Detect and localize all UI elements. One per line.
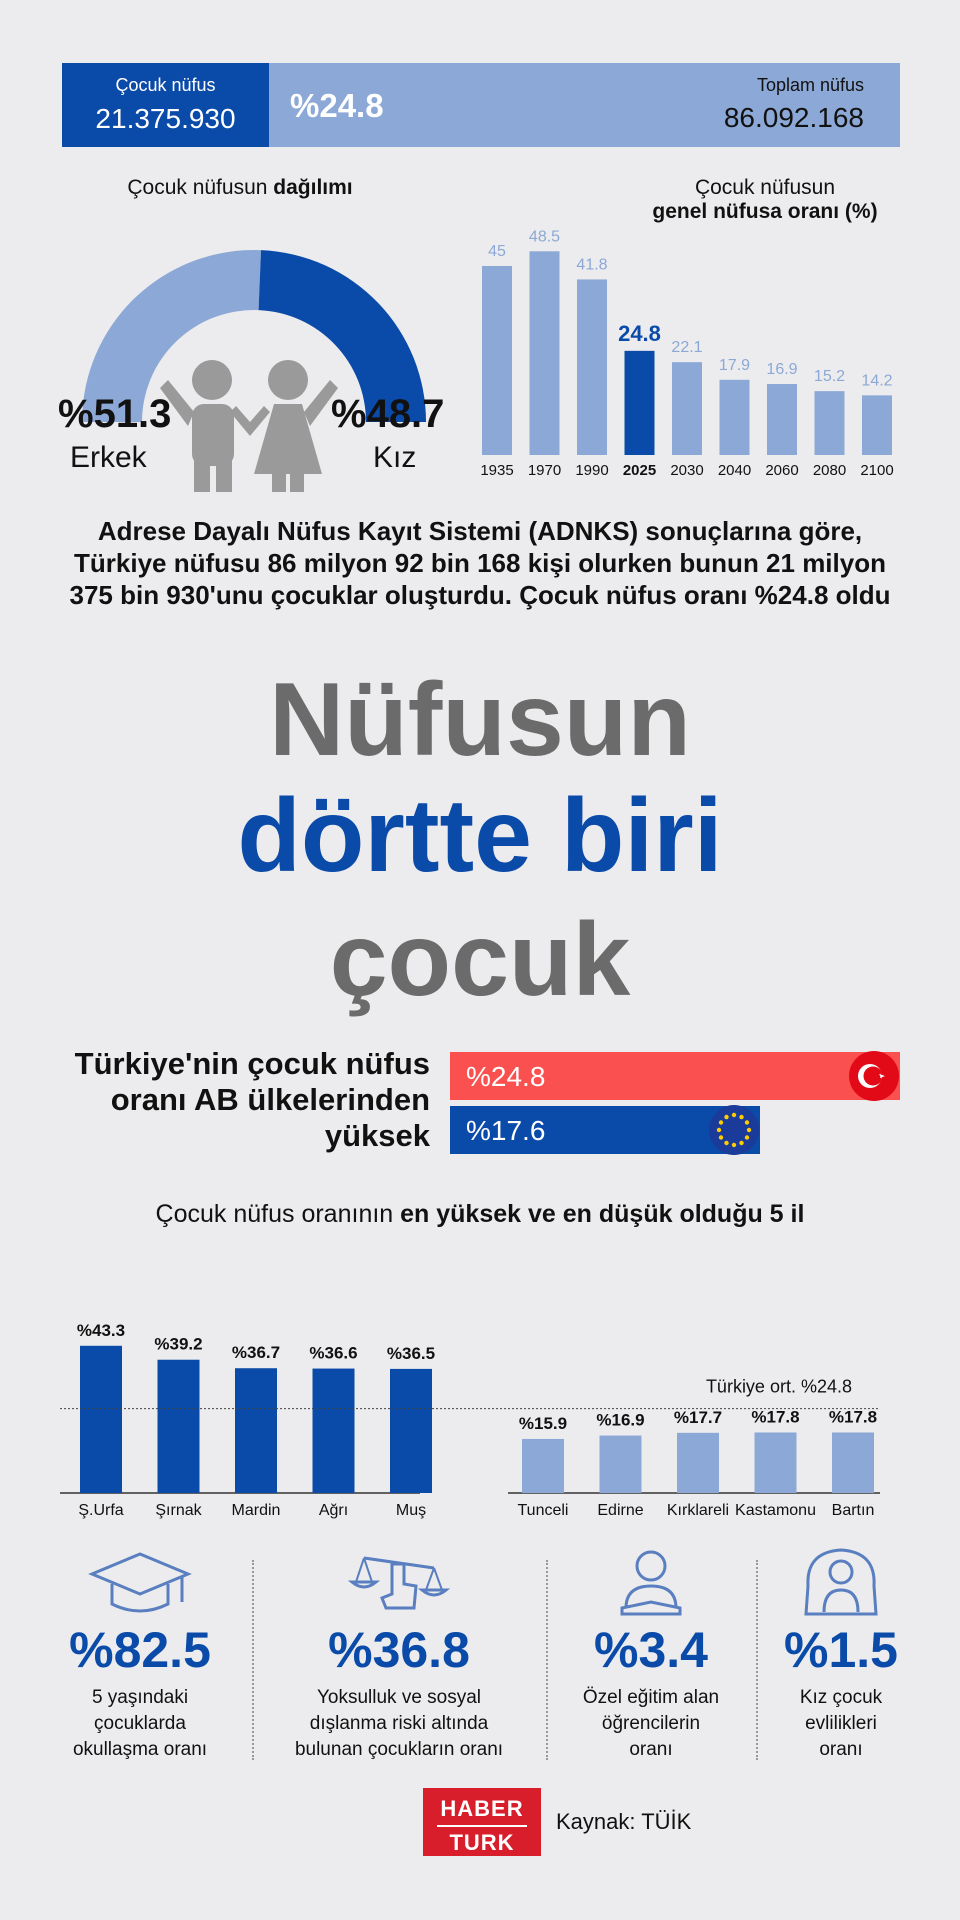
province-value-label: %36.5	[386, 1343, 436, 1363]
ratio-bar	[767, 384, 797, 455]
ratio-bar-label: 45	[488, 243, 506, 260]
ratio-bar	[720, 380, 750, 455]
stat-poverty-desc	[264, 1685, 534, 1763]
province-value-label: %17.8	[751, 1407, 800, 1427]
child-share-value: %24.8	[290, 87, 384, 124]
stat-child-marriage-desc-line: oranı	[819, 1739, 863, 1760]
logo-line1: HABER	[440, 1796, 524, 1821]
province-bar	[600, 1436, 642, 1493]
stat-child-marriage-desc-line: Kız çocuk	[799, 1687, 883, 1708]
province-value-label: %17.7	[673, 1407, 723, 1427]
eu-ratio-bar	[450, 1106, 760, 1154]
province-name-label: Mardin	[231, 1502, 281, 1519]
province-value-label: %36.7	[231, 1343, 281, 1363]
ratio-bar	[482, 266, 512, 455]
reading-student-icon	[556, 1546, 746, 1616]
ratio-chart-title	[580, 176, 950, 224]
distribution-title	[90, 176, 390, 200]
province-name-label: Bartın	[831, 1502, 875, 1519]
province-bar	[390, 1369, 432, 1493]
children-figure-icon	[160, 360, 338, 492]
child-population-value: 21.375.930	[95, 103, 236, 134]
province-bar	[158, 1360, 200, 1493]
ratio-bar-label: 14.2	[861, 372, 893, 390]
ratio-tick-label: 2040	[717, 462, 752, 479]
child-population-label: Çocuk nüfus	[115, 75, 216, 95]
logo-line2: TURK	[449, 1830, 515, 1855]
headline-line2: dörtte biri	[237, 778, 723, 894]
province-name-label: Kastamonu	[735, 1502, 816, 1519]
total-population-value: 86.092.168	[723, 102, 864, 133]
male-label: Erkek	[70, 441, 147, 474]
distribution-title-bold: dağılımı	[273, 176, 353, 199]
stat-special-education-desc-line: oranı	[629, 1739, 673, 1760]
ratio-bar-label: 48.5	[528, 228, 561, 246]
ratio-bar-label: 17.9	[718, 356, 751, 374]
ratio-bar-label: 41.8	[576, 256, 608, 274]
province-bar	[677, 1433, 719, 1493]
province-name-label: Edirne	[597, 1502, 644, 1519]
ratio-bar-label: 24.8	[618, 320, 661, 346]
female-percentage: %48.7	[331, 392, 445, 436]
male-percentage: %51.3	[58, 392, 172, 436]
ratio-tick-label: 2100	[860, 462, 894, 479]
stat-child-marriage-desc	[766, 1685, 916, 1763]
headline-line1: Nüfusun	[269, 662, 691, 778]
province-name-label: Tunceli	[517, 1502, 569, 1519]
eu-flag-icon	[708, 1104, 760, 1156]
stat-schooling	[40, 1546, 240, 1763]
province-bar	[755, 1432, 797, 1493]
provinces-title-plain: Çocuk nüfus oranının	[155, 1200, 401, 1228]
turkey-ratio-value: %24.8	[466, 1061, 546, 1092]
stat-schooling-desc-line: okullaşma oranı	[72, 1739, 208, 1760]
ratio-chart-title-line2: genel nüfusa oranı (%)	[652, 200, 878, 223]
province-name-label: Kırklareli	[666, 1502, 730, 1519]
stat-poverty-desc-line: Yoksulluk ve sosyal	[316, 1687, 482, 1708]
summary-bar	[62, 63, 900, 147]
stat-schooling-desc-line: 5 yaşındaki	[91, 1687, 189, 1708]
province-bar	[235, 1368, 277, 1493]
ratio-bar-label: 16.9	[766, 361, 798, 379]
child-population-box	[62, 63, 269, 147]
stat-special-education-desc-line: Özel eğitim alan	[582, 1687, 720, 1708]
province-value-label: %17.8	[828, 1407, 878, 1427]
province-value-label: %43.3	[76, 1320, 126, 1340]
province-value-label: %39.2	[154, 1334, 203, 1354]
average-reference-label: Türkiye ort. %24.8	[705, 1376, 852, 1397]
haberturk-logo	[423, 1788, 541, 1856]
headline-line3: çocuk	[329, 902, 631, 1018]
ratio-bar-chart	[470, 220, 900, 480]
stat-schooling-desc-line: çocuklarda	[94, 1713, 186, 1734]
ratio-bar	[530, 251, 560, 455]
stat-child-marriage-desc-line: evlilikleri	[805, 1713, 877, 1734]
province-value-label: %16.9	[596, 1410, 645, 1430]
female-label: Kız	[373, 441, 417, 474]
total-population-label: Toplam nüfus	[756, 75, 864, 95]
ratio-bar-label: 22.1	[671, 339, 703, 357]
distribution-title-plain: Çocuk nüfusun	[127, 176, 274, 199]
stat-child-marriage	[766, 1546, 916, 1763]
province-bar	[313, 1369, 355, 1493]
bride-icon	[766, 1546, 916, 1616]
province-name-label: Şırnak	[155, 1502, 202, 1519]
ratio-tick-label: 2025	[622, 462, 657, 479]
ratio-chart-title-line1: Çocuk nüfusun	[694, 176, 836, 199]
provinces-title-bold: en yüksek ve en düşük olduğu 5 il	[400, 1200, 805, 1228]
turkey-flag-icon	[848, 1050, 900, 1102]
stat-poverty-desc-line: dışlanma riski altında	[309, 1713, 489, 1734]
province-bar	[832, 1432, 874, 1493]
province-name-label: Ağrı	[318, 1502, 349, 1519]
ratio-bar	[815, 391, 845, 455]
stat-schooling-value: %82.5	[69, 1622, 211, 1678]
stat-divider	[252, 1560, 254, 1760]
ratio-tick-label: 1990	[575, 462, 609, 479]
ratio-tick-label: 1935	[480, 462, 514, 479]
province-name-label: Ş.Urfa	[78, 1502, 124, 1519]
provinces-title	[0, 1200, 960, 1229]
province-bar	[522, 1439, 564, 1493]
ratio-bar-label: 15.2	[813, 368, 846, 386]
stat-divider	[756, 1560, 758, 1760]
source-text: Kaynak: TÜİK	[556, 1809, 692, 1834]
stat-special-education	[556, 1546, 746, 1763]
stat-child-marriage-value: %1.5	[784, 1622, 898, 1678]
province-value-label: %36.6	[309, 1343, 358, 1363]
graduation-cap-icon	[40, 1546, 240, 1616]
stat-special-education-desc-line: öğrencilerin	[601, 1713, 701, 1734]
ratio-bar	[672, 362, 702, 455]
ratio-bar	[577, 279, 607, 455]
stat-special-education-value: %3.4	[594, 1622, 708, 1678]
stat-poverty-value: %36.8	[328, 1622, 470, 1678]
intro-paragraph: Adrese Dayalı Nüfus Kayıt Sistemi (ADNKS) sonuçlarına göre, Türkiye nüfusu 86 milyon 92 bin 168 kişi olurken bunun 21 milyon 375 bin 930'unu çocuklar oluşturdu. Çocuk nüfus oranı %24.8 oldu	[69, 516, 891, 610]
justice-scale-icon	[264, 1546, 534, 1616]
provinces-bar-chart	[60, 1270, 900, 1530]
ratio-tick-label: 2080	[812, 462, 847, 479]
total-population-box	[724, 75, 864, 134]
turkey-ratio-bar	[450, 1052, 900, 1100]
ratio-bar	[862, 395, 892, 455]
ratio-tick-label: 2030	[670, 462, 704, 479]
stat-schooling-desc	[40, 1685, 240, 1763]
ratio-tick-label: 2060	[765, 462, 799, 479]
stat-special-education-desc	[556, 1685, 746, 1763]
ratio-bar	[625, 351, 655, 455]
stat-poverty-desc-line: bulunan çocukların oranı	[294, 1739, 504, 1760]
province-value-label: %15.9	[518, 1413, 568, 1433]
stat-divider	[546, 1560, 548, 1760]
eu-ratio-value: %17.6	[466, 1115, 546, 1146]
province-bar	[80, 1346, 122, 1493]
province-name-label: Muş	[395, 1502, 427, 1519]
stat-poverty	[264, 1546, 534, 1763]
ratio-tick-label: 1970	[527, 462, 562, 479]
logo-divider	[437, 1825, 527, 1827]
comparison-text: Türkiye'nin çocuk nüfus oranı AB ülkelerinden yüksek	[74, 1046, 430, 1153]
